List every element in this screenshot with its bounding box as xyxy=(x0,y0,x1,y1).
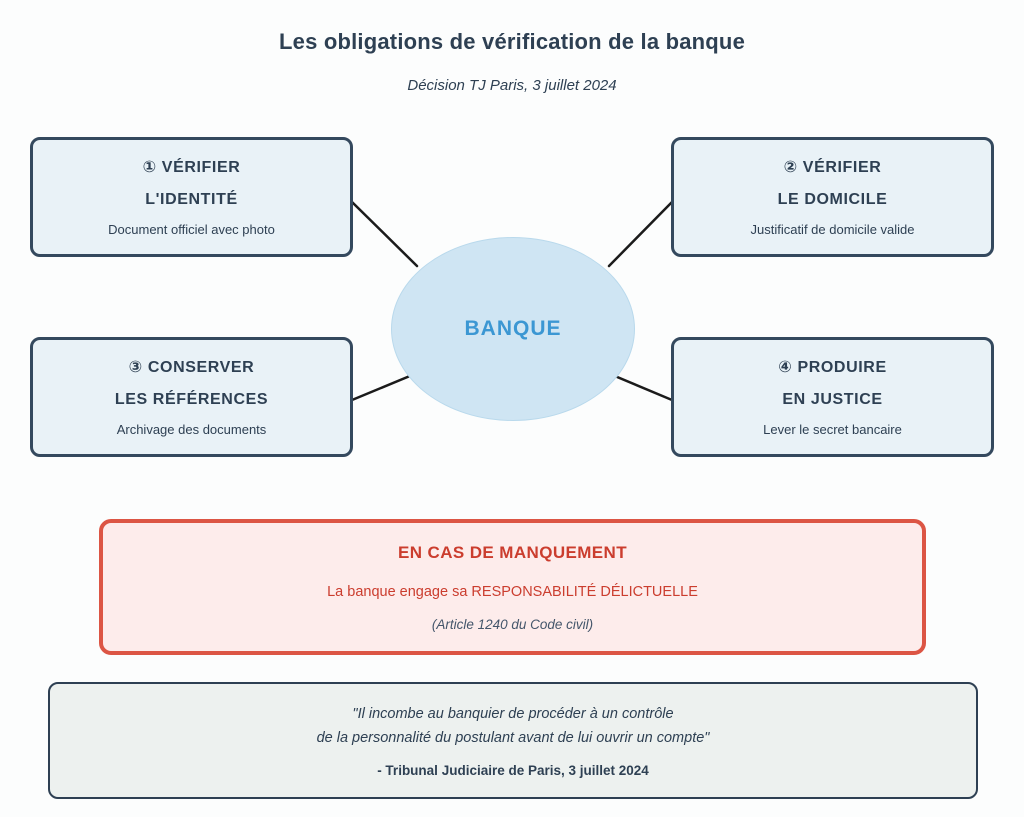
box-detail: Lever le secret bancaire xyxy=(763,422,902,438)
page-title: Les obligations de vérification de la banque xyxy=(279,29,745,54)
warning-body: La banque engage sa RESPONSABILITÉ DÉLICTUELLE xyxy=(327,583,698,600)
banque-ellipse xyxy=(391,237,635,421)
quote-line-1: "Il incombe au banquier de procéder à un contrôle xyxy=(352,706,674,723)
box-title-line: L'IDENTITÉ xyxy=(145,191,238,209)
box-title-line: ② VÉRIFIER xyxy=(783,159,882,177)
warning-box xyxy=(99,519,926,655)
quote-attribution: - Tribunal Judiciaire de Paris, 3 juillet 2024 xyxy=(377,762,649,778)
warning-title: EN CAS DE MANQUEMENT xyxy=(397,542,627,562)
obligation-box-verifier-identite xyxy=(30,137,353,257)
box-title-line: EN JUSTICE xyxy=(782,391,883,409)
box-title-line: ③ CONSERVER xyxy=(128,359,255,377)
obligation-box-conserver-references xyxy=(30,337,353,457)
quote-box xyxy=(48,682,978,799)
box-detail: Archivage des documents xyxy=(116,422,267,438)
box-title-line: ④ PRODUIRE xyxy=(778,359,887,377)
obligation-box-produire-justice xyxy=(671,337,994,457)
box-detail: Document officiel avec photo xyxy=(108,222,275,238)
box-title-line: LE DOMICILE xyxy=(777,191,888,209)
box-detail: Justificatif de domicile valide xyxy=(750,222,915,238)
banque-label: BANQUE xyxy=(464,317,562,340)
box-title-line: ① VÉRIFIER xyxy=(142,159,241,177)
page-subtitle: Décision TJ Paris, 3 juillet 2024 xyxy=(407,77,617,94)
connector-line-identity xyxy=(352,202,417,266)
obligation-box-verifier-domicile xyxy=(671,137,994,257)
warning-legal-reference: (Article 1240 du Code civil) xyxy=(431,616,594,632)
box-title-line: LES RÉFÉRENCES xyxy=(114,391,269,409)
quote-line-2: de la personnalité du postulant avant de lui ouvrir un compte" xyxy=(316,729,710,746)
connector-line-domicile xyxy=(609,202,672,266)
